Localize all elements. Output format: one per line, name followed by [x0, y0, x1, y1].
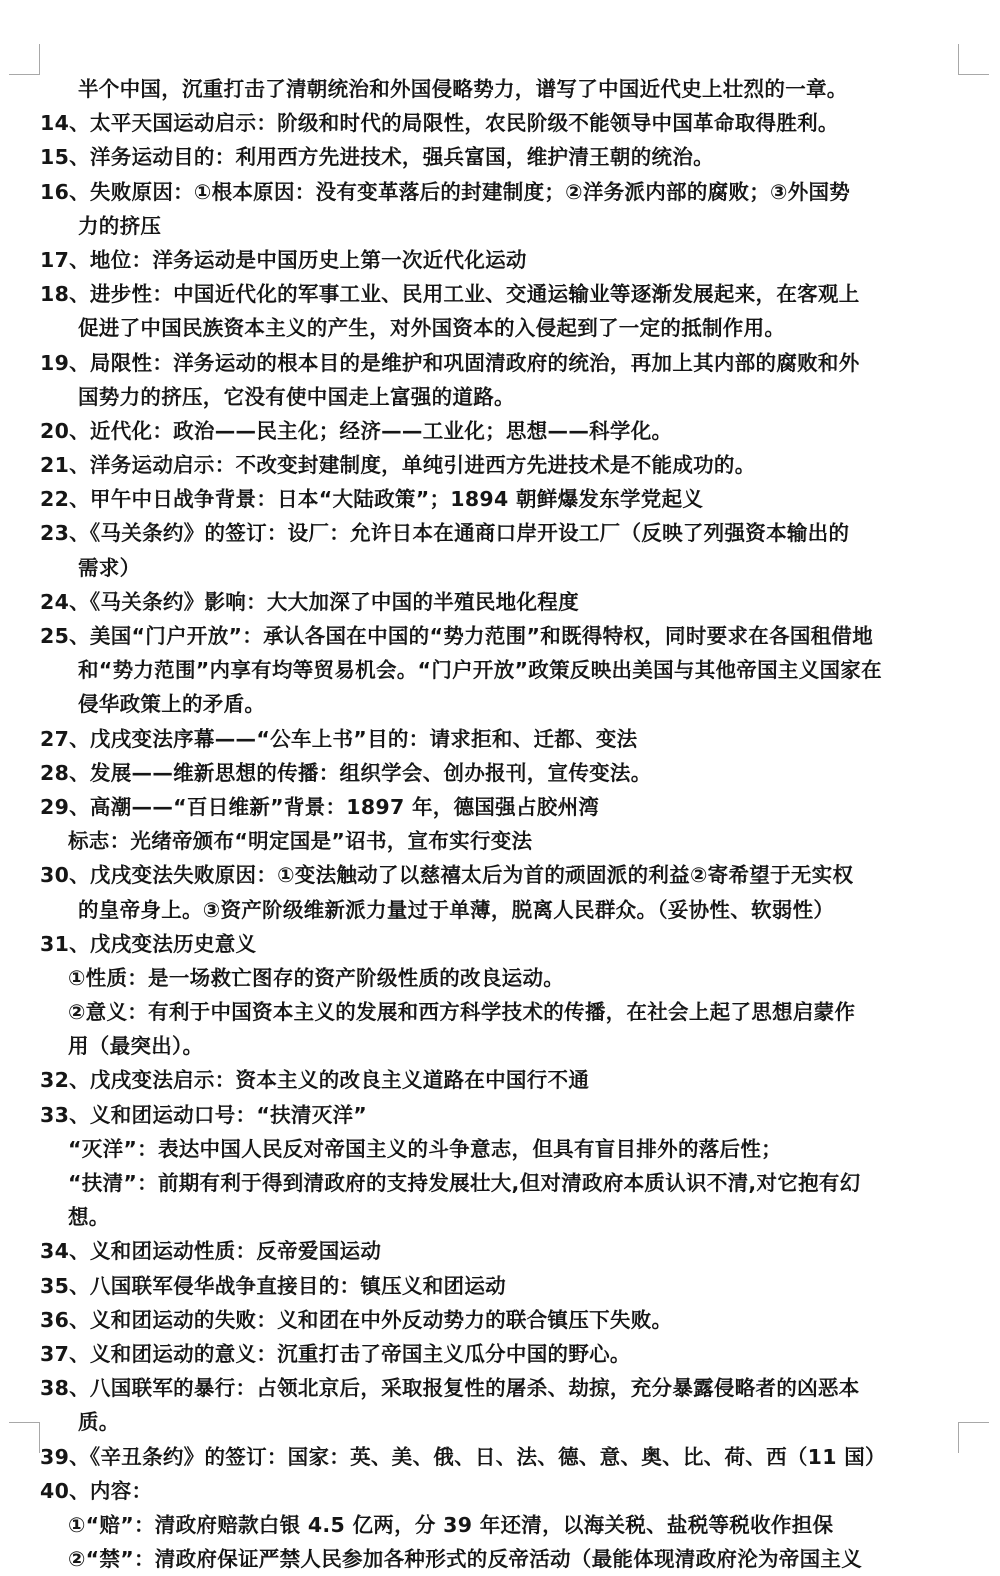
- line-text: 16、失败原因：①根本原因：没有变革落后的封建制度；②洋务派内部的腐败；③外国势: [40, 179, 851, 204]
- line-text: ①“赔”：清政府赔款白银 4.5 亿两，分 39 年还清，以海关税、盐税等税收作担保: [68, 1512, 834, 1537]
- line-text: 国势力的挤压，它没有使中国走上富强的道路。: [78, 384, 515, 409]
- text-line: [0, 927, 1000, 961]
- line-text: “灭洋”：表达中国人民反对帝国主义的斗争意志，但具有盲目排外的落后性；: [68, 1136, 782, 1161]
- text-line: [0, 1098, 1000, 1132]
- text-line: [0, 1132, 1000, 1166]
- text-line: [0, 175, 1000, 209]
- line-text: 20、近代化：政治——民主化；经济——工业化；思想——科学化。: [40, 418, 673, 443]
- line-text: “扶清”：前期有利于得到清政府的支持发展壮大,但对清政府本质认识不清,对它抱有幻: [68, 1171, 861, 1195]
- line-text: 30、戊戌变法失败原因：①变法触动了以慈禧太后为首的顽固派的利益②寄希望于无实权: [40, 863, 854, 888]
- crop-mark-top-right: [958, 44, 989, 75]
- line-text: 39、《辛丑条约》的签订：国家：英、美、俄、日、法、德、意、奥、比、荷、西（11 国）: [40, 1444, 886, 1469]
- text-line: [0, 893, 1000, 927]
- text-line: [0, 653, 1000, 687]
- line-text: 18、进步性：中国近代化的军事工业、民用工业、交通运输业等逐渐发展起来，在客观上: [40, 282, 860, 307]
- text-line: [0, 516, 1000, 550]
- line-text: 标志：光绪帝颁布“明定国是”诏书，宣布实行变法: [68, 829, 533, 854]
- line-text: 25、美国“门户开放”：承认各国在中国的“势力范围”和既得特权，同时要求在各国租借地: [40, 624, 874, 648]
- line-text: 和“势力范围”内享有均等贸易机会。“门户开放”政策反映出美国与其他帝国主义国家在: [78, 658, 882, 683]
- line-text: 27、戊戌变法序幕——“公车上书”目的：请求拒和、迁都、变法: [40, 726, 638, 751]
- line-text: 23、《马关条约》的签订：设厂：允许日本在通商口岸开设工厂（反映了列强资本输出的: [40, 521, 850, 546]
- text-line: [0, 585, 1000, 619]
- text-line: [0, 1337, 1000, 1371]
- line-text: 37、义和团运动的意义：沉重打击了帝国主义瓜分中国的野心。: [40, 1341, 631, 1366]
- text-line: [0, 243, 1000, 277]
- line-text: 想。: [68, 1205, 110, 1230]
- text-line: [0, 72, 1000, 106]
- text-line: [0, 209, 1000, 243]
- line-text: 质。: [78, 1410, 120, 1435]
- text-line: [0, 1405, 1000, 1439]
- line-text: 用（最突出）。: [68, 1034, 204, 1059]
- text-line: [0, 482, 1000, 516]
- line-text: 29、高潮——“百日维新”背景：1897 年，德国强占胶州湾: [40, 794, 600, 819]
- text-line: [0, 140, 1000, 174]
- text-line: [0, 1063, 1000, 1097]
- line-text: 40、内容：: [40, 1478, 153, 1503]
- line-text: 14、太平天国运动启示：阶级和时代的局限性，农民阶级不能领导中国革命取得胜利。: [40, 111, 839, 136]
- line-text: 34、义和团运动性质：反帝爱国运动: [40, 1239, 382, 1264]
- text-line: [0, 961, 1000, 995]
- text-line: [0, 346, 1000, 380]
- line-text: 38、八国联军的暴行：占领北京后，采取报复性的屠杀、劫掠，充分暴露侵略者的凶恶本: [40, 1376, 860, 1401]
- line-text: ②意义：有利于中国资本主义的发展和西方科学技术的传播，在社会上起了思想启蒙作: [68, 1000, 856, 1025]
- line-text: 36、义和团运动的失败：义和团在中外反动势力的联合镇压下失败。: [40, 1307, 673, 1332]
- line-text: 35、八国联军侵华战争直接目的：镇压义和团运动: [40, 1273, 506, 1298]
- text-line: [0, 619, 1000, 653]
- text-line: [0, 414, 1000, 448]
- text-line: [0, 1474, 1000, 1508]
- line-text: 的皇帝身上。③资产阶级维新派力量过于单薄，脱离人民群众。（妥协性、软弱性）: [78, 897, 835, 922]
- text-line: [0, 551, 1000, 585]
- text-line: [0, 277, 1000, 311]
- text-line: [0, 1200, 1000, 1234]
- line-text: ①性质：是一场救亡图存的资产阶级性质的改良运动。: [68, 965, 565, 990]
- text-line: [0, 1508, 1000, 1542]
- text-line: [0, 1303, 1000, 1337]
- line-text: 22、甲午中日战争背景：日本“大陆政策”；1894 朝鲜爆发东学党起义: [40, 487, 704, 512]
- line-text: 21、洋务运动启示：不改变封建制度，单纯引进西方先进技术是不能成功的。: [40, 453, 756, 478]
- line-text: 33、义和团运动口号：“扶清灭洋”: [40, 1102, 368, 1127]
- line-text: 15、洋务运动目的：利用西方先进技术，强兵富国，维护清王朝的统治。: [40, 145, 714, 170]
- text-line: [0, 1029, 1000, 1063]
- text-line: [0, 380, 1000, 414]
- line-text: 促进了中国民族资本主义的产生，对外国资本的入侵起到了一定的抵制作用。: [78, 316, 786, 341]
- text-line: [0, 1269, 1000, 1303]
- text-line: [0, 1166, 1000, 1200]
- line-text: 28、发展——维新思想的传播：组织学会、创办报刊，宣传变法。: [40, 760, 652, 785]
- text-line: [0, 824, 1000, 858]
- crop-mark-top-left: [9, 44, 40, 75]
- document-body: [0, 72, 1000, 1576]
- line-text: 力的挤压: [78, 213, 162, 238]
- text-line: [0, 756, 1000, 790]
- text-line: [0, 1234, 1000, 1268]
- line-text: 需求）: [78, 555, 141, 580]
- text-line: [0, 1542, 1000, 1576]
- text-line: [0, 858, 1000, 892]
- line-text: 侵华政策上的矛盾。: [78, 692, 266, 717]
- line-text: 19、局限性：洋务运动的根本目的是维护和巩固清政府的统治，再加上其内部的腐败和外: [40, 350, 860, 375]
- line-text: ②“禁”：清政府保证严禁人民参加各种形式的反帝活动（最能体现清政府沦为帝国主义: [68, 1547, 863, 1572]
- line-text: 32、戊戌变法启示：资本主义的改良主义道路在中国行不通: [40, 1068, 590, 1093]
- text-line: [0, 1371, 1000, 1405]
- text-line: [0, 995, 1000, 1029]
- text-line: [0, 448, 1000, 482]
- line-text: 24、《马关条约》影响：大大加深了中国的半殖民地化程度: [40, 589, 579, 614]
- line-text: 半个中国，沉重打击了清朝统治和外国侵略势力，谱写了中国近代史上壮烈的一章。: [78, 77, 848, 101]
- line-text: 17、地位：洋务运动是中国历史上第一次近代化运动: [40, 247, 527, 272]
- text-line: [0, 311, 1000, 345]
- line-text: 31、戊戌变法历史意义: [40, 931, 257, 956]
- text-line: [0, 790, 1000, 824]
- text-line: [0, 687, 1000, 721]
- text-line: [0, 1440, 1000, 1474]
- text-line: [0, 722, 1000, 756]
- text-line: [0, 106, 1000, 140]
